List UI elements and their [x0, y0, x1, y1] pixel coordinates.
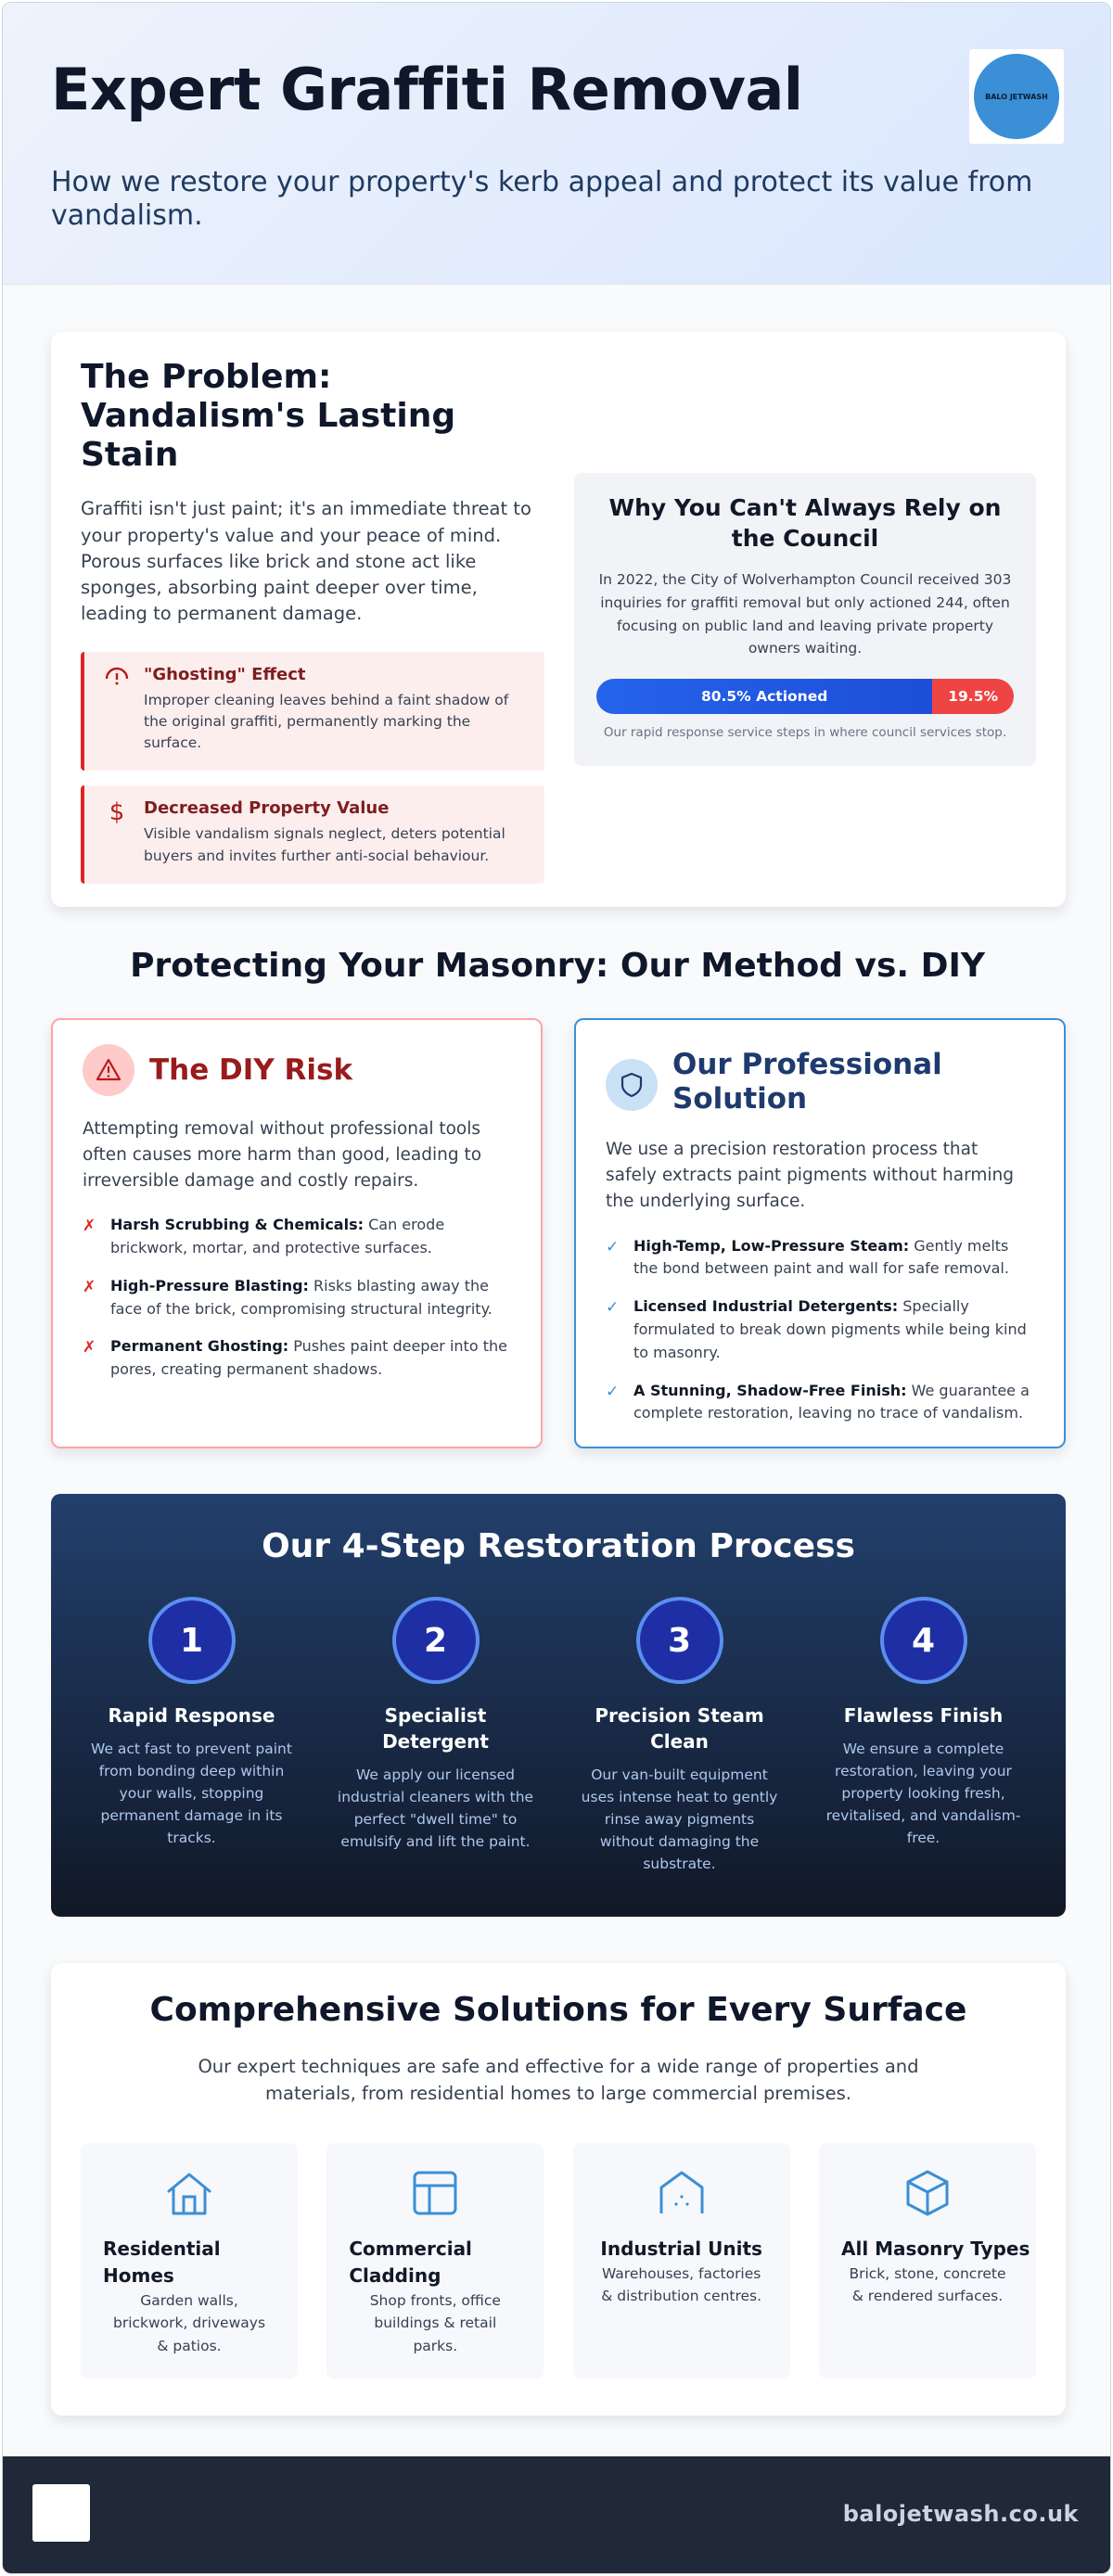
logo: [969, 49, 1064, 144]
alert-text: Visible vandalism signals neglect, deters potential buyers and invites further anti-social behaviour.: [144, 825, 505, 864]
cross-icon: ✗: [83, 1217, 96, 1236]
council-title: Why You Can't Always Rely on the Council: [608, 494, 1002, 552]
website-link[interactable]: balojetwash.co.uk: [842, 2501, 1079, 2527]
list-item: ✗ Harsh Scrubbing & Chemicals: Can erode brickwork, mortar, and protective surfaces.: [83, 1216, 445, 1257]
list-item: ✓ Licensed Industrial Detergents: Specially formulated to break down pigments while being kind to masonry.: [606, 1297, 1027, 1361]
council-text: In 2022, the City of Wolverhampton Council received 303 inquiries for graffiti removal but only actioned 244, often focusing on public land and leaving private property owners waiting.: [598, 571, 1012, 657]
step-text: We apply our licensed industrial cleaners with the perfect "dwell time" to emulsify and lift the paint.: [337, 1766, 534, 1851]
diy-intro: Attempting removal without professional tools often causes more harm than good, leading to irreversible damage and costly repairs.: [83, 1119, 482, 1191]
list-item: ✓ High-Temp, Low-Pressure Steam: Gently melts the bond between paint and wall for safe removal.: [606, 1236, 1009, 1278]
diy-title: The DIY Risk: [149, 1053, 353, 1087]
diy-risk-card: [51, 1018, 543, 1448]
surface-tile: [573, 2143, 790, 2378]
pro-solution-list: [606, 1235, 1034, 1426]
list-item: ✗ High-Pressure Blasting: Risks blasting away the face of the brick, compromising structural integrity.: [83, 1276, 493, 1318]
step-title: Specialist Detergent: [382, 1704, 489, 1753]
surfaces-title: Comprehensive Solutions for Every Surface: [149, 1991, 967, 2029]
footer-logo-placeholder: [32, 2484, 90, 2542]
page-subtitle: How we restore your property's kerb appeal and protect its value from vandalism.: [51, 166, 1033, 233]
cross-icon: ✗: [83, 1277, 96, 1296]
check-icon: ✓: [606, 1382, 620, 1401]
diy-risk-list: [83, 1214, 511, 1382]
tile-text: Brick, stone, concrete & rendered surfaces.: [849, 2264, 1006, 2305]
step-title: Precision Steam Clean: [595, 1704, 764, 1753]
actioned-segment: 80.5% Actioned: [596, 679, 932, 714]
process-title: Our 4-Step Restoration Process: [262, 1527, 855, 1565]
problem-title: The Problem: Vandalism's Lasting Stain: [81, 358, 456, 474]
check-icon: ✓: [606, 1298, 620, 1318]
surfaces-subtitle: Our expert techniques are safe and effective for a wide range of properties and materials, from residential homes to large commercial premises.: [198, 2056, 919, 2105]
alert-text: Improper cleaning leaves behind a faint shadow of the original graffiti, permanently marking the surface.: [144, 691, 509, 752]
council-panel: [574, 473, 1036, 766]
tile-title: Commercial Cladding: [349, 2237, 472, 2287]
step-text: Our van-built equipment uses intense heat to gently rinse away pigments without damaging the substrate.: [581, 1766, 778, 1873]
tile-text: Warehouses, factories & distribution centres.: [601, 2264, 762, 2305]
surface-tile: [326, 2143, 544, 2378]
check-icon: ✓: [606, 1237, 620, 1256]
list-item: ✓ A Stunning, Shadow-Free Finish: We guarantee a complete restoration, leaving no trace of vandalism.: [606, 1381, 1030, 1422]
surfaces-card: [51, 1963, 1066, 2416]
step-number: 1: [148, 1597, 236, 1684]
process-step: [70, 1597, 313, 1875]
problem-card: [51, 332, 1066, 907]
house-icon: [163, 2167, 215, 2219]
step-text: We ensure a complete restoration, leaving your property looking fresh, revitalised, and vandalism-free.: [825, 1741, 1021, 1847]
council-note: Our rapid response service steps in where council services stop.: [603, 725, 1007, 741]
professional-solution-card: [574, 1018, 1066, 1448]
surface-tile: [819, 2143, 1036, 2378]
pro-title: Our Professional Solution: [672, 1048, 942, 1116]
logo-badge: BALO JETWASH: [974, 54, 1059, 139]
shield-icon: [606, 1059, 658, 1111]
alert-title: Decreased Property Value: [144, 798, 390, 819]
tile-text: Garden walls, brickwork, driveways & patios.: [112, 2291, 266, 2355]
ghost-icon: [103, 665, 131, 693]
step-number: 4: [880, 1597, 967, 1684]
property-value-alert: [81, 785, 544, 884]
remaining-segment: 19.5%: [932, 679, 1014, 714]
tile-text: Shop fronts, office buildings & retail parks.: [369, 2291, 501, 2355]
process-step: [801, 1597, 1045, 1875]
building-panel-icon: [409, 2167, 461, 2219]
process-section: [51, 1494, 1066, 1917]
surface-tile: [81, 2143, 298, 2378]
page-title: Expert Graffiti Removal: [51, 56, 803, 123]
problem-lead: Graffiti isn't just paint; it's an immediate threat to your property's value and your peace of mind. Porous surfaces like brick and stone act like sponges, absorbing paint deeper over time, leading to permanent damage.: [81, 498, 531, 625]
list-item: ✗ Permanent Ghosting: Pushes paint deeper into the pores, creating permanent shadows.: [83, 1337, 507, 1379]
cube-icon: [902, 2167, 953, 2219]
process-step: [313, 1597, 557, 1875]
hero-header: [3, 3, 1110, 285]
infographic-page: [2, 2, 1111, 2574]
method-section-title: Protecting Your Masonry: Our Method vs. DIY: [130, 947, 985, 985]
cross-icon: ✗: [83, 1338, 96, 1358]
step-title: Rapid Response: [108, 1704, 275, 1727]
footer: [3, 2456, 1111, 2573]
tile-title: Residential Homes: [103, 2237, 221, 2287]
ghosting-alert: [81, 652, 544, 772]
tile-title: Industrial Units: [600, 2237, 762, 2260]
pro-intro: We use a precision restoration process that safely extracts paint pigments without harming the underlying surface.: [606, 1140, 1014, 1211]
dollar-icon: $: [109, 798, 125, 827]
warning-icon: [83, 1044, 134, 1096]
step-number: 3: [636, 1597, 723, 1684]
tile-title: All Masonry Types: [840, 2237, 1030, 2260]
process-step: [557, 1597, 801, 1875]
actioned-progress-bar: [596, 679, 1014, 714]
warehouse-icon: [656, 2167, 708, 2219]
step-number: 2: [392, 1597, 480, 1684]
alert-title: "Ghosting" Effect: [144, 664, 306, 684]
step-title: Flawless Finish: [843, 1704, 1004, 1727]
step-text: We act fast to prevent paint from bonding deep within your walls, stopping permanent damage in its tracks.: [91, 1741, 292, 1847]
